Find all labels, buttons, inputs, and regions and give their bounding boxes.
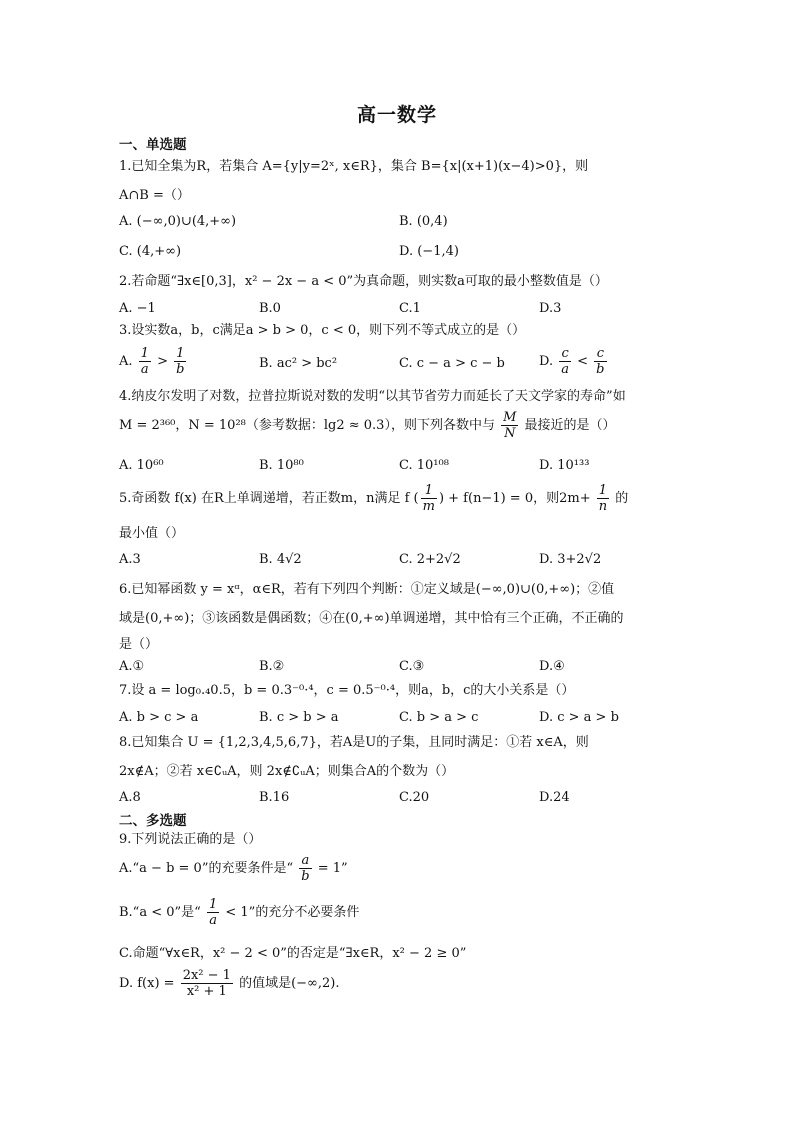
- q9-option-a: [119, 853, 348, 884]
- fraction-fx: [181, 968, 233, 999]
- section-multi-choice: 二、多选题: [119, 813, 187, 829]
- q2-option-a: A. −1: [119, 301, 156, 316]
- q5-option-d: D. 3+2√2: [539, 552, 602, 567]
- section-single-choice: 一、单选题: [119, 137, 187, 153]
- fraction-1-over-m: [421, 483, 437, 514]
- frac-num: c: [559, 346, 571, 362]
- q5-line1-end: 的: [615, 491, 629, 506]
- q4-line2-text: M = 2³⁶⁰，N = 10²⁸（参考数据：lg2 ≈ 0.3），则下列各数中与: [119, 418, 495, 433]
- q9-option-b: [119, 897, 359, 928]
- q6-option-a: A.①: [119, 659, 145, 674]
- frac-den: N: [504, 426, 516, 441]
- q3-line1: 3.设实数a，b，c满足a > b > 0，c < 0，则下列不等式成立的是（）: [119, 323, 526, 338]
- fraction-c-over-b: [594, 346, 606, 377]
- q4-option-d: D. 10¹³³: [539, 458, 590, 473]
- frac-den: x² + 1: [186, 984, 227, 999]
- fraction-1-over-a: [207, 897, 219, 928]
- q8-option-a: A.8: [119, 790, 141, 805]
- q1-option-d: D. (−1,4): [399, 244, 459, 259]
- q1-line2: A∩B =（）: [119, 188, 190, 203]
- q2-option-d: D.3: [539, 301, 562, 316]
- q6-option-c: C.③: [399, 659, 425, 674]
- frac-num: a: [299, 853, 311, 869]
- frac-num: 1: [597, 483, 609, 499]
- page-title: 高一数学: [356, 104, 437, 126]
- q3-option-d: D. $\frac{c}{a}$ < $\frac{c}{b}$: [539, 346, 605, 377]
- q2-line1: 2.若命题“∃x∈[0,3]，x² − 2x − a < 0”为真命题，则实数a可取的最小整数值是（）: [119, 274, 608, 289]
- q1-option-b: B. (0,4): [399, 214, 448, 229]
- q5-line1-mid: + f(n−1) = 0，则2m+: [448, 491, 591, 506]
- q6-line2: 域是(0,+∞)；③该函数是偶函数；④在(0,+∞)单调递增，其中恰有三个正确，不正确的: [119, 611, 624, 626]
- q7-option-c: C. b > a > c: [399, 710, 479, 725]
- frac-num: 1: [208, 897, 218, 912]
- q6-option-b: B.②: [259, 659, 285, 674]
- q2-option-c: C.1: [399, 301, 421, 316]
- q5-line2: 最小值（）: [119, 526, 185, 541]
- q9-option-a-text: A.“a − b = 0”的充要条件是“: [119, 861, 294, 876]
- q8-option-c: C.20: [399, 790, 430, 805]
- frac-num: 1: [421, 483, 437, 499]
- q5-option-c: C. 2+2√2: [399, 552, 461, 567]
- frac-den: b: [596, 362, 605, 377]
- q5-option-a: A.3: [119, 552, 141, 567]
- q9-option-c: C.命题“∀x∈R，x² − 2 < 0”的否定是“∃x∈R，x² − 2 ≥ 0”: [119, 946, 467, 961]
- q9-option-d: [119, 968, 339, 999]
- q3-option-d-label: D.: [539, 354, 554, 369]
- q9-option-b-text: B.“a < 0”是“: [119, 905, 201, 920]
- frac-den: n: [598, 499, 608, 514]
- q4-line2-end: 最接近的是（）: [524, 418, 616, 433]
- fraction-1-over-n: [597, 483, 609, 514]
- frac-den: b: [176, 362, 185, 377]
- q9-option-a-end: = 1”: [317, 861, 348, 876]
- q7-option-b: B. c > b > a: [259, 710, 339, 725]
- q9-option-d-end: 的值域是(−∞,2).: [239, 976, 340, 991]
- q9-line1: 9.下列说法正确的是（）: [119, 832, 262, 847]
- q6-line1: 6.已知幂函数 y = xᵅ，α∈R，若有下列四个判断：①定义域是(−∞,0)∪(0,+∞)；②值: [119, 582, 615, 597]
- q6-option-d: D.④: [539, 659, 565, 674]
- q1-option-a: A. (−∞,0)∪(4,+∞): [119, 214, 237, 229]
- q1-option-c: C. (4,+∞): [119, 244, 182, 259]
- q8-option-b: B.16: [259, 790, 290, 805]
- frac-num: M: [503, 410, 517, 425]
- q7-option-a: A. b > c > a: [119, 710, 199, 725]
- q8-line1: 8.已知集合 U = {1,2,3,4,5,6,7}，若A是U的子集，且同时满足：①若 x∈A，则: [119, 735, 589, 750]
- frac-num: 1: [174, 346, 186, 362]
- q5-line1-text: 5.奇函数 f(x) 在R上单调递增，若正数m，n满足 f: [119, 491, 410, 506]
- q7-line1: 7.设 a = log₀.₄0.5，b = 0.3⁻⁰·⁴，c = 0.5⁻⁰·⁴，则a，b，c的大小关系是（）: [119, 683, 575, 698]
- frac-den: a: [561, 362, 569, 377]
- frac-den: m: [422, 499, 435, 514]
- fraction-M-over-N: [501, 410, 518, 441]
- q8-line2: 2x∉A；②若 x∈∁ᵤA，则 2x∉∁ᵤA；则集合A的个数为（）: [119, 764, 455, 779]
- q3-option-a: A. $\frac{1}{a}$ > $\frac{1}{b}$: [119, 346, 185, 377]
- frac-num: 1: [140, 346, 149, 361]
- q3-option-b: B. ac² > bc²: [259, 356, 338, 371]
- q5-option-b: B. 4√2: [259, 552, 302, 567]
- fraction-1-over-b: [174, 346, 186, 377]
- q4-option-a: A. 10⁶⁰: [119, 458, 164, 473]
- q9-option-d-text: D. f(x) =: [119, 976, 175, 991]
- q4-line1: 4.纳皮尔发明了对数，拉普拉斯说对数的发明“以其节省劳力而延长了天文学家的寿命”如: [119, 389, 626, 404]
- q4-line2: [119, 410, 616, 441]
- q4-option-b: B. 10⁸⁰: [259, 458, 304, 473]
- q2-option-b: B.0: [259, 301, 281, 316]
- q3-option-c: C. c − a > c − b: [399, 356, 505, 371]
- q8-option-d: D.24: [539, 790, 570, 805]
- q9-option-b-end: < 1”的充分不必要条件: [225, 905, 360, 920]
- fraction-1-over-a: [139, 346, 151, 377]
- frac-den: a: [209, 913, 217, 928]
- frac-den: b: [301, 869, 310, 884]
- q4-option-c: C. 10¹⁰⁸: [399, 458, 449, 473]
- frac-den: a: [140, 362, 149, 377]
- fraction-c-over-a: [559, 346, 571, 377]
- q3-option-a-label: A.: [119, 354, 133, 369]
- frac-num: c: [594, 346, 606, 362]
- q7-option-d: D. c > a > b: [539, 710, 619, 725]
- frac-num: 2x² − 1: [182, 968, 231, 983]
- q5-line1: 5.奇函数 f(x) 在R上单调递增，若正数m，n满足 f ( $\frac{1}{m}$ ) + f(n−1) = 0，则2m+ $\frac{1}{n}$ 的: [119, 483, 629, 514]
- fraction-a-over-b: [299, 853, 311, 884]
- q6-line3: 是（）: [119, 637, 159, 652]
- q1-line1: 1.已知全集为R，若集合 A={y|y=2ˣ, x∈R}，集合 B={x|(x+1)(x−4)>0}，则: [119, 159, 589, 174]
